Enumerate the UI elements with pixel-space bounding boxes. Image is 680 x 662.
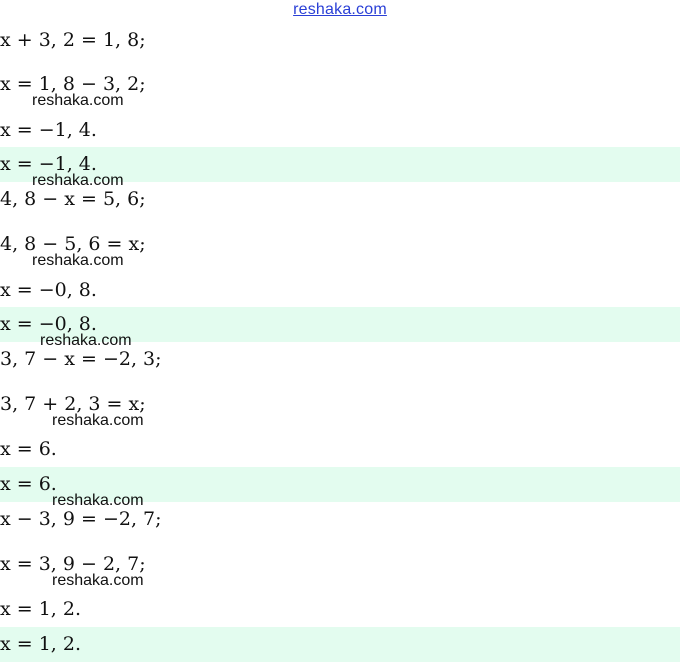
watermark: reshaka.com <box>32 252 124 269</box>
equation-step: x = 1, 8 − 3, 2; <box>0 73 146 95</box>
equation-step: x = 3, 9 − 2, 7; <box>0 553 146 575</box>
equation-step: x = −0, 8. <box>0 279 97 301</box>
equation-step: 3, 7 − x = −2, 3; <box>0 348 162 370</box>
equation-step: x = 6. <box>0 438 57 460</box>
equation-step: 4, 8 − 5, 6 = x; <box>0 233 146 255</box>
equation-step: x + 3, 2 = 1, 8; <box>0 29 146 51</box>
answer-line: x = −1, 4. <box>0 153 97 175</box>
watermark: reshaka.com <box>52 412 144 429</box>
equation-step: 3, 7 + 2, 3 = x; <box>0 393 146 415</box>
watermark: reshaka.com <box>52 572 144 589</box>
watermark: reshaka.com <box>32 92 124 109</box>
answer-highlight <box>0 627 680 662</box>
equation-step: x − 3, 9 = −2, 7; <box>0 508 162 530</box>
answer-line: x = −0, 8. <box>0 313 97 335</box>
answer-line: x = 1, 2. <box>0 633 82 655</box>
watermark: reshaka.com <box>32 172 124 189</box>
watermark: reshaka.com <box>52 492 144 509</box>
equation-step: x = 1, 2. <box>0 598 82 620</box>
site-link[interactable]: reshaka.com <box>293 1 387 18</box>
equation-step: 4, 8 − x = 5, 6; <box>0 188 146 210</box>
watermark: reshaka.com <box>40 332 132 349</box>
equation-step: x = −1, 4. <box>0 119 97 141</box>
answer-line: x = 6. <box>0 473 57 495</box>
